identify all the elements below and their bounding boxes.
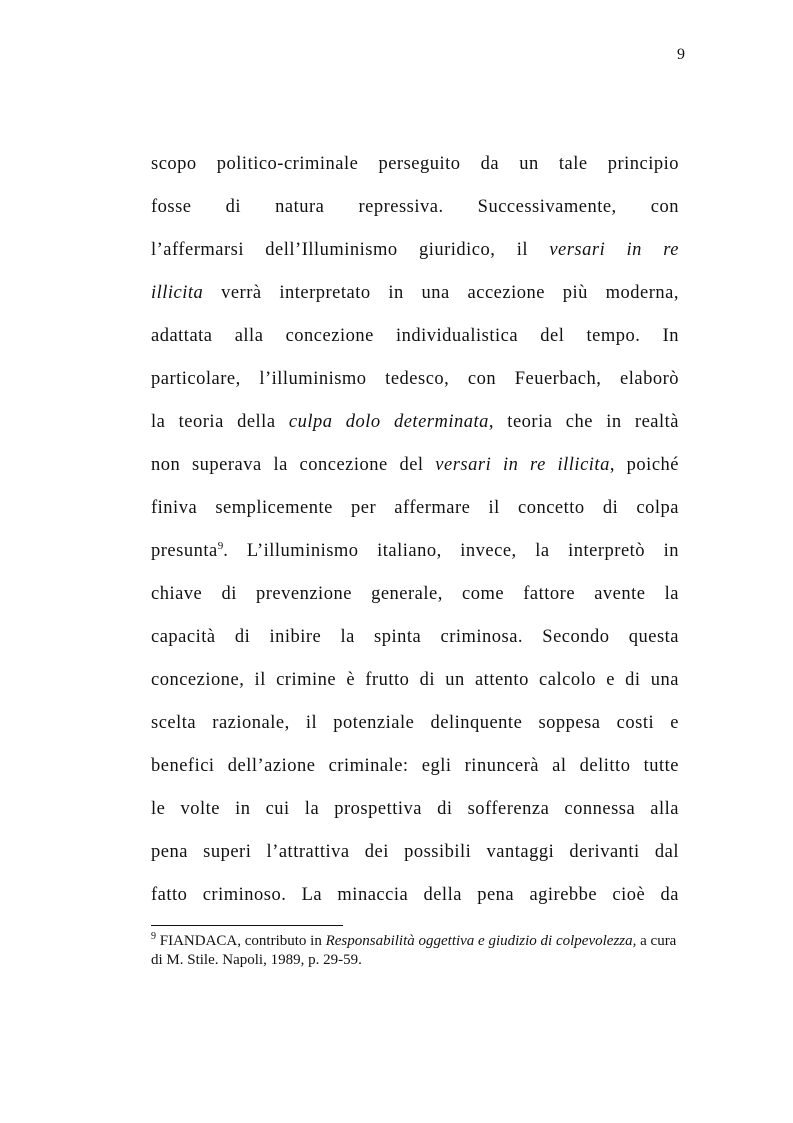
- italic-term: versari in re illicita: [435, 455, 610, 475]
- text-line: [151, 232, 679, 275]
- text-line: [151, 533, 679, 576]
- text-span: la teoria della: [151, 412, 289, 432]
- text-line: [151, 404, 679, 447]
- text-line: le volte in cui la prospettiva di sofferenza connessa alla: [151, 799, 679, 819]
- text-line: capacità di inibire la spinta criminosa. Secondo questa: [151, 627, 679, 647]
- text-span: . L’illuminismo italiano, invece, la interpretò in: [223, 541, 679, 561]
- text-line: fatto criminoso. La minaccia della pena agirebbe cioè da: [151, 885, 679, 905]
- text-line: adattata alla concezione individualistica del tempo. In: [151, 326, 679, 346]
- italic-term: versari in re: [549, 240, 679, 260]
- text-line: [151, 447, 679, 490]
- page-number: 9: [677, 46, 685, 63]
- text-span: , teoria che in realtà: [488, 412, 679, 432]
- text-line: finiva semplicemente per affermare il concetto di colpa: [151, 498, 679, 518]
- text-span: verrà interpretato in una accezione più moderna,: [203, 283, 679, 303]
- text-line: chiave di prevenzione generale, come fattore avente la: [151, 584, 679, 604]
- italic-term: illicita: [151, 283, 204, 303]
- text-line: [151, 275, 679, 318]
- text-line: scopo politico-criminale perseguito da un tale principio: [151, 154, 679, 174]
- italic-term: culpa dolo determinata: [288, 412, 489, 432]
- footnote-title: Responsabilità oggettiva e giudizio di colpevolezza,: [325, 933, 637, 949]
- text-span: presunta: [151, 541, 218, 561]
- text-line: fosse di natura repressiva. Successivamente, con: [151, 197, 679, 217]
- text-line: benefici dell’azione criminale: egli rinuncerà al delitto tutte: [151, 756, 679, 776]
- text-span: l’affermarsi dell’Illuminismo giuridico, il: [151, 240, 550, 260]
- text-line: pena superi l’attrattiva dei possibili vantaggi derivanti dal: [151, 842, 679, 862]
- text-line: particolare, l’illuminismo tedesco, con Feuerbach, elaborò: [151, 369, 679, 389]
- footnote-divider: [151, 925, 343, 926]
- footnote-marker: 9: [151, 931, 156, 942]
- body-text: [151, 146, 679, 920]
- footnote-reference[interactable]: 9: [217, 539, 224, 552]
- text-span: , poiché: [609, 455, 679, 475]
- footnote: [151, 932, 681, 970]
- text-line: scelta razionale, il potenziale delinquente soppesa costi e: [151, 713, 679, 733]
- text-span: non superava la concezione del: [151, 455, 436, 475]
- text-line: concezione, il crimine è frutto di un attento calcolo e di una: [151, 670, 679, 690]
- footnote-text: FIANDACA, contributo in: [156, 933, 326, 949]
- footnote-text: a cura di M. Stile. Napoli, 1989, p. 29-59.: [151, 933, 677, 968]
